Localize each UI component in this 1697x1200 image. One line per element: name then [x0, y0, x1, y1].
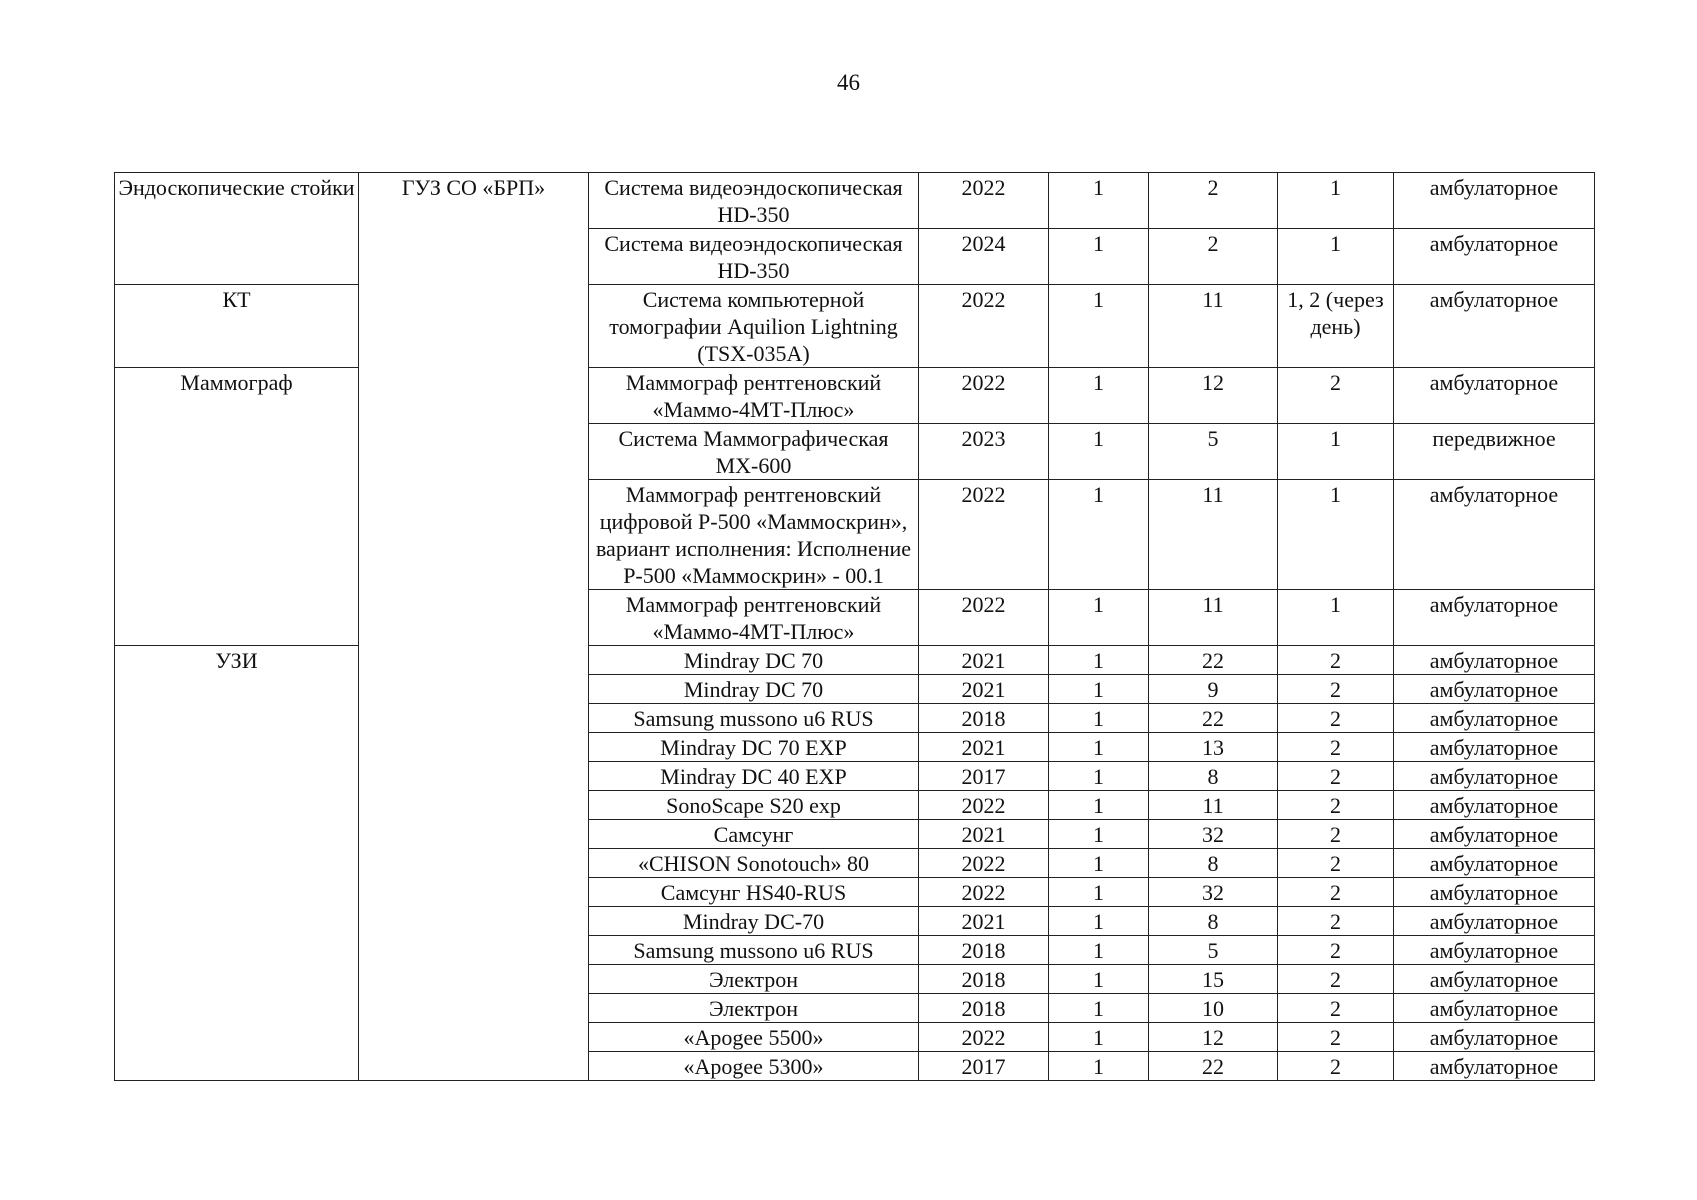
quantity-cell: 1: [1049, 907, 1149, 936]
year-cell: 2022: [919, 173, 1049, 229]
quantity-cell: 1: [1049, 762, 1149, 791]
category-cell: УЗИ: [115, 646, 359, 1081]
device-name-cell: Самсунг: [589, 820, 919, 849]
value-cell: 13: [1149, 733, 1278, 762]
quantity-cell: 1: [1049, 733, 1149, 762]
service-mode-cell: амбулаторное: [1394, 733, 1595, 762]
value-cell: 9: [1149, 675, 1278, 704]
device-name-cell: Маммограф рентгеновский «Маммо-4МТ-Плюс»: [589, 368, 919, 424]
device-name-cell: Samsung mussono u6 RUS: [589, 704, 919, 733]
value-cell: 11: [1149, 285, 1278, 368]
device-name-cell: Mindray DC 40 EXP: [589, 762, 919, 791]
shift-cell: 2: [1278, 791, 1394, 820]
year-cell: 2017: [919, 762, 1049, 791]
table-row: [115, 285, 1595, 368]
year-cell: 2021: [919, 907, 1049, 936]
service-mode-cell: амбулаторное: [1394, 285, 1595, 368]
device-name-cell: Система видеоэндоскопическая HD-350: [589, 173, 919, 229]
service-mode-cell: передвижное: [1394, 424, 1595, 480]
quantity-cell: 1: [1049, 590, 1149, 646]
shift-cell: 2: [1278, 878, 1394, 907]
service-mode-cell: амбулаторное: [1394, 1023, 1595, 1052]
service-mode-cell: амбулаторное: [1394, 994, 1595, 1023]
device-name-cell: «Apogee 5300»: [589, 1052, 919, 1081]
service-mode-cell: амбулаторное: [1394, 907, 1595, 936]
service-mode-cell: амбулаторное: [1394, 229, 1595, 285]
shift-cell: 2: [1278, 762, 1394, 791]
organization-cell: ГУЗ СО «БРП»: [359, 173, 589, 1081]
shift-cell: 2: [1278, 907, 1394, 936]
device-name-cell: «CHISON Sonotouch» 80: [589, 849, 919, 878]
shift-cell: 2: [1278, 936, 1394, 965]
year-cell: 2021: [919, 820, 1049, 849]
value-cell: 11: [1149, 590, 1278, 646]
shift-cell: 1: [1278, 229, 1394, 285]
device-name-cell: Mindray DC 70: [589, 646, 919, 675]
service-mode-cell: амбулаторное: [1394, 590, 1595, 646]
year-cell: 2022: [919, 590, 1049, 646]
quantity-cell: 1: [1049, 424, 1149, 480]
quantity-cell: 1: [1049, 936, 1149, 965]
device-name-cell: Маммограф рентгеновский «Маммо-4МТ-Плюс»: [589, 590, 919, 646]
quantity-cell: 1: [1049, 173, 1149, 229]
year-cell: 2022: [919, 878, 1049, 907]
device-name-cell: Самсунг HS40-RUS: [589, 878, 919, 907]
device-name-cell: Маммограф рентгеновский цифровой Р-500 «Маммоскрин», вариант исполнения: Исполнение Р-500 «Маммоскрин» - 00.1: [589, 480, 919, 590]
service-mode-cell: амбулаторное: [1394, 820, 1595, 849]
value-cell: 5: [1149, 936, 1278, 965]
table-row: [115, 646, 1595, 675]
category-cell: Маммограф: [115, 368, 359, 646]
year-cell: 2022: [919, 480, 1049, 590]
quantity-cell: 1: [1049, 965, 1149, 994]
service-mode-cell: амбулаторное: [1394, 791, 1595, 820]
device-name-cell: Система видеоэндоскопическая HD-350: [589, 229, 919, 285]
value-cell: 22: [1149, 646, 1278, 675]
device-name-cell: Mindray DC-70: [589, 907, 919, 936]
value-cell: 12: [1149, 368, 1278, 424]
value-cell: 11: [1149, 480, 1278, 590]
service-mode-cell: амбулаторное: [1394, 936, 1595, 965]
quantity-cell: 1: [1049, 820, 1149, 849]
shift-cell: 2: [1278, 368, 1394, 424]
shift-cell: 2: [1278, 675, 1394, 704]
year-cell: 2022: [919, 1023, 1049, 1052]
device-name-cell: Система компьютерной томографии Aquilion Lightning (TSX-035A): [589, 285, 919, 368]
quantity-cell: 1: [1049, 646, 1149, 675]
device-name-cell: Электрон: [589, 965, 919, 994]
quantity-cell: 1: [1049, 368, 1149, 424]
value-cell: 12: [1149, 1023, 1278, 1052]
equipment-table-body: [115, 173, 1595, 1081]
page-number: 46: [837, 70, 860, 95]
equipment-table: [114, 172, 1595, 1081]
value-cell: 10: [1149, 994, 1278, 1023]
shift-cell: 2: [1278, 1052, 1394, 1081]
service-mode-cell: амбулаторное: [1394, 704, 1595, 733]
year-cell: 2018: [919, 994, 1049, 1023]
quantity-cell: 1: [1049, 229, 1149, 285]
device-name-cell: SonoScape S20 exp: [589, 791, 919, 820]
value-cell: 32: [1149, 820, 1278, 849]
quantity-cell: 1: [1049, 878, 1149, 907]
shift-cell: 1: [1278, 590, 1394, 646]
service-mode-cell: амбулаторное: [1394, 1052, 1595, 1081]
year-cell: 2023: [919, 424, 1049, 480]
service-mode-cell: амбулаторное: [1394, 849, 1595, 878]
device-name-cell: Mindray DC 70 EXP: [589, 733, 919, 762]
shift-cell: 1: [1278, 424, 1394, 480]
value-cell: 2: [1149, 173, 1278, 229]
value-cell: 22: [1149, 1052, 1278, 1081]
quantity-cell: 1: [1049, 1023, 1149, 1052]
value-cell: 8: [1149, 907, 1278, 936]
shift-cell: 1: [1278, 480, 1394, 590]
shift-cell: 2: [1278, 965, 1394, 994]
shift-cell: 2: [1278, 704, 1394, 733]
quantity-cell: 1: [1049, 849, 1149, 878]
quantity-cell: 1: [1049, 675, 1149, 704]
quantity-cell: 1: [1049, 1052, 1149, 1081]
service-mode-cell: амбулаторное: [1394, 646, 1595, 675]
year-cell: 2022: [919, 791, 1049, 820]
device-name-cell: Mindray DC 70: [589, 675, 919, 704]
service-mode-cell: амбулаторное: [1394, 368, 1595, 424]
table-row: [115, 173, 1595, 229]
service-mode-cell: амбулаторное: [1394, 173, 1595, 229]
device-name-cell: Samsung mussono u6 RUS: [589, 936, 919, 965]
shift-cell: 2: [1278, 849, 1394, 878]
value-cell: 2: [1149, 229, 1278, 285]
value-cell: 8: [1149, 762, 1278, 791]
shift-cell: 2: [1278, 820, 1394, 849]
shift-cell: 2: [1278, 994, 1394, 1023]
shift-cell: 1: [1278, 173, 1394, 229]
value-cell: 5: [1149, 424, 1278, 480]
year-cell: 2021: [919, 646, 1049, 675]
shift-cell: 2: [1278, 1023, 1394, 1052]
value-cell: 11: [1149, 791, 1278, 820]
service-mode-cell: амбулаторное: [1394, 675, 1595, 704]
shift-cell: 2: [1278, 733, 1394, 762]
value-cell: 22: [1149, 704, 1278, 733]
year-cell: 2021: [919, 675, 1049, 704]
year-cell: 2022: [919, 368, 1049, 424]
value-cell: 8: [1149, 849, 1278, 878]
table-row: [115, 368, 1595, 424]
quantity-cell: 1: [1049, 791, 1149, 820]
device-name-cell: «Apogee 5500»: [589, 1023, 919, 1052]
service-mode-cell: амбулаторное: [1394, 965, 1595, 994]
year-cell: 2022: [919, 285, 1049, 368]
service-mode-cell: амбулаторное: [1394, 878, 1595, 907]
service-mode-cell: амбулаторное: [1394, 480, 1595, 590]
value-cell: 32: [1149, 878, 1278, 907]
year-cell: 2017: [919, 1052, 1049, 1081]
year-cell: 2024: [919, 229, 1049, 285]
device-name-cell: Система Маммографическая МХ-600: [589, 424, 919, 480]
quantity-cell: 1: [1049, 704, 1149, 733]
year-cell: 2018: [919, 965, 1049, 994]
service-mode-cell: амбулаторное: [1394, 762, 1595, 791]
year-cell: 2021: [919, 733, 1049, 762]
quantity-cell: 1: [1049, 285, 1149, 368]
device-name-cell: Электрон: [589, 994, 919, 1023]
year-cell: 2018: [919, 936, 1049, 965]
shift-cell: 2: [1278, 646, 1394, 675]
year-cell: 2018: [919, 704, 1049, 733]
category-cell: Эндоскопические стойки: [115, 173, 359, 285]
year-cell: 2022: [919, 849, 1049, 878]
value-cell: 15: [1149, 965, 1278, 994]
quantity-cell: 1: [1049, 994, 1149, 1023]
category-cell: КТ: [115, 285, 359, 368]
quantity-cell: 1: [1049, 480, 1149, 590]
shift-cell: 1, 2 (через день): [1278, 285, 1394, 368]
